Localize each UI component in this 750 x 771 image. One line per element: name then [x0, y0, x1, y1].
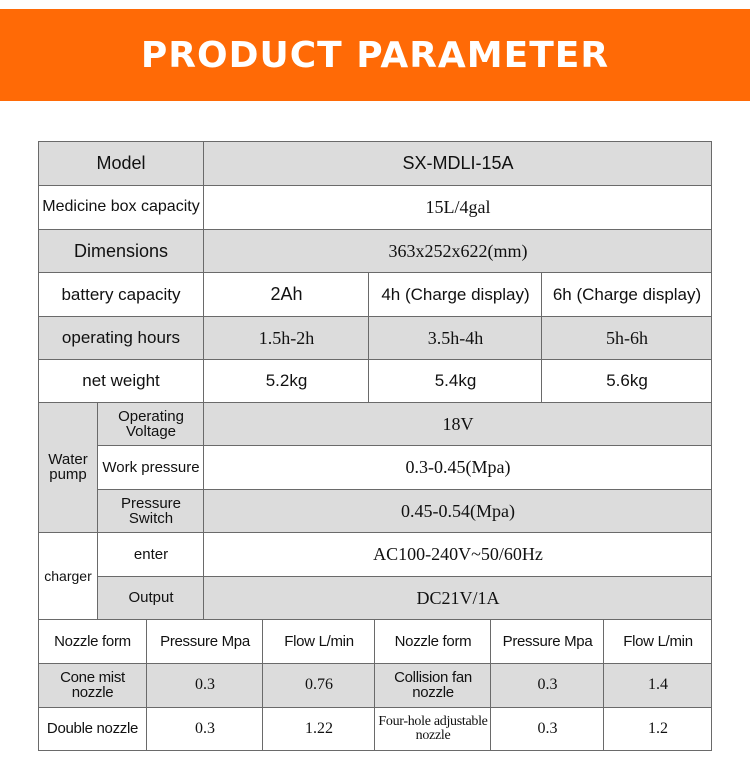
grid-line	[38, 229, 712, 230]
grid-line	[38, 532, 712, 533]
grid-line	[98, 445, 712, 446]
header-banner	[0, 9, 750, 101]
nozzle-row1-flow-a: 0.76	[263, 663, 375, 707]
grid-line	[98, 576, 712, 577]
grid-line	[38, 750, 712, 751]
nozzle-header-2: Pressure Mpa	[147, 619, 263, 663]
charger-enter-value: AC100-240V~50/60Hz	[204, 532, 712, 576]
nozzle-row2-flow-b: 1.2	[604, 707, 712, 750]
grid-line	[38, 402, 712, 403]
dimensions-value: 363x252x622(mm)	[204, 229, 712, 272]
model-value: SX-MDLI-15A	[204, 141, 712, 185]
nozzle-row2-flow-a: 1.22	[263, 707, 375, 750]
model-label: Model	[38, 141, 204, 185]
operating-voltage-value: 18V	[204, 402, 712, 445]
grid-line	[603, 619, 604, 750]
operating-hours-value-3: 5h-6h	[542, 316, 712, 359]
nozzle-header-6: Flow L/min	[604, 619, 712, 663]
dimensions-label: Dimensions	[38, 229, 204, 272]
grid-line	[38, 141, 712, 142]
net-weight-value-2: 5.4kg	[369, 359, 542, 402]
nozzle-row1-pressure-a: 0.3	[147, 663, 263, 707]
work-pressure-label: Work pressure	[98, 445, 204, 489]
grid-line	[98, 489, 712, 490]
grid-line	[146, 619, 147, 750]
charger-output-value: DC21V/1A	[204, 576, 712, 619]
grid-line	[203, 141, 204, 619]
grid-line	[368, 272, 369, 402]
nozzle-row2-pressure-a: 0.3	[147, 707, 263, 750]
grid-line	[374, 619, 375, 750]
charger-output-label: Output	[98, 576, 204, 619]
work-pressure-value: 0.3-0.45(Mpa)	[204, 445, 712, 489]
grid-line	[38, 663, 712, 664]
battery-value-1: 2Ah	[204, 272, 369, 316]
water-pump-group-label: Water pump	[38, 402, 98, 532]
grid-line	[38, 619, 712, 620]
grid-line	[38, 316, 712, 317]
net-weight-value-3: 5.6kg	[542, 359, 712, 402]
grid-line	[711, 141, 712, 751]
nozzle-row1-form-b: Collision fan nozzle	[375, 663, 491, 707]
pressure-switch-value: 0.45-0.54(Mpa)	[204, 489, 712, 532]
grid-line	[38, 185, 712, 186]
grid-line	[38, 141, 39, 751]
nozzle-header-5: Pressure Mpa	[491, 619, 604, 663]
page-title: PRODUCT PARAMETER	[140, 34, 610, 76]
pressure-switch-label: Pressure Switch	[98, 489, 204, 532]
operating-hours-value-1: 1.5h-2h	[204, 316, 369, 359]
nozzle-row2-pressure-b: 0.3	[491, 707, 604, 750]
grid-line	[541, 272, 542, 402]
charger-group-label: charger	[38, 532, 98, 619]
nozzle-header-3: Flow L/min	[263, 619, 375, 663]
nozzle-header-1: Nozzle form	[38, 619, 147, 663]
battery-value-3: 6h (Charge display)	[542, 272, 712, 316]
battery-value-2: 4h (Charge display)	[369, 272, 542, 316]
net-weight-value-1: 5.2kg	[204, 359, 369, 402]
charger-enter-label: enter	[98, 532, 204, 576]
nozzle-row2-form-a: Double nozzle	[38, 707, 147, 750]
medicine-box-label: Medicine box capacity	[38, 185, 204, 229]
operating-hours-value-2: 3.5h-4h	[369, 316, 542, 359]
battery-label: battery capacity	[38, 272, 204, 316]
grid-line	[38, 707, 712, 708]
grid-line	[38, 359, 712, 360]
net-weight-label: net weight	[38, 359, 204, 402]
operating-hours-label: operating hours	[38, 316, 204, 359]
nozzle-row1-flow-b: 1.4	[604, 663, 712, 707]
grid-line	[490, 619, 491, 750]
medicine-box-value: 15L/4gal	[204, 185, 712, 229]
grid-line	[38, 272, 712, 273]
nozzle-row1-pressure-b: 0.3	[491, 663, 604, 707]
nozzle-row2-form-b: Four-hole adjustable nozzle	[375, 707, 491, 750]
nozzle-header-4: Nozzle form	[375, 619, 491, 663]
grid-line	[97, 402, 98, 619]
nozzle-row1-form-a: Cone mist nozzle	[38, 663, 147, 707]
operating-voltage-label: Operating Voltage	[98, 402, 204, 445]
grid-line	[262, 619, 263, 750]
